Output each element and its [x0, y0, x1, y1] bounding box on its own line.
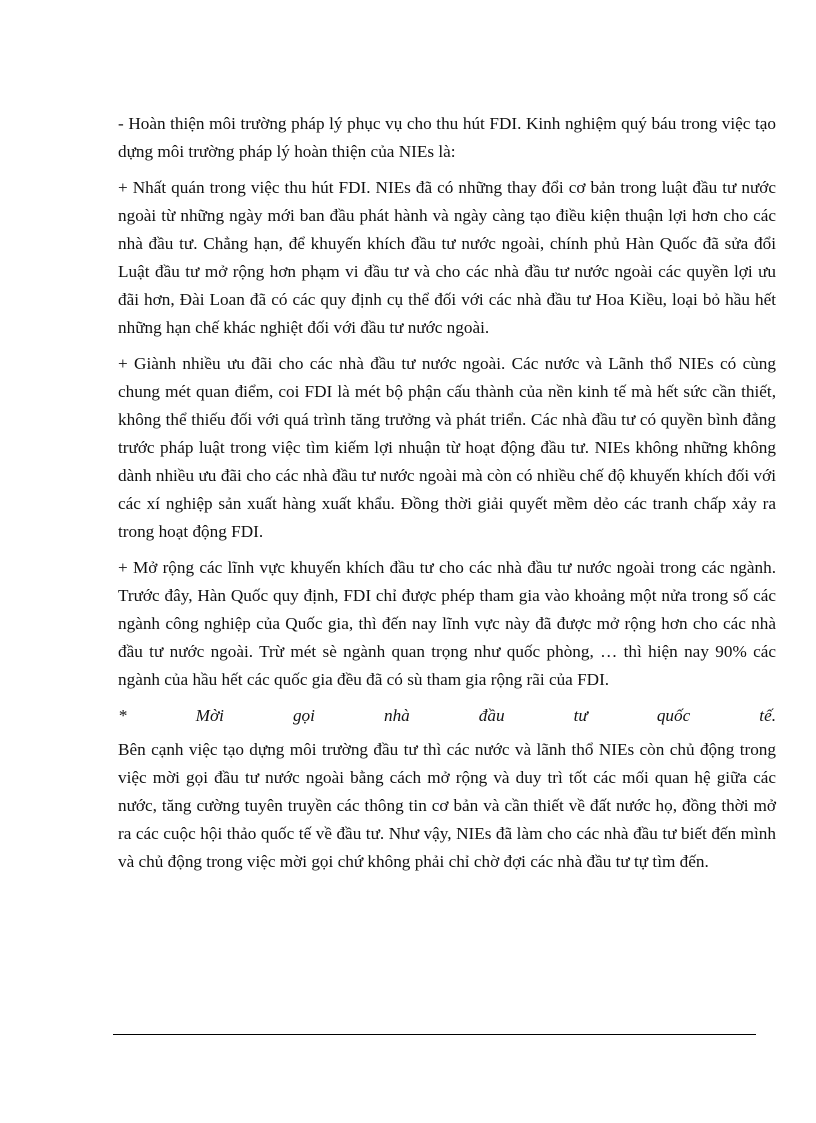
paragraph-legal-environment: - Hoàn thiện môi trường pháp lý phục vụ cho thu hút FDI. Kinh nghiệm quý báu trong việc tạo dựng môi trường pháp lý hoàn thiện của NIEs là: [118, 114, 776, 161]
footer-divider [113, 1034, 756, 1035]
paragraph-expansion: + Mở rộng các lĩnh vực khuyến khích đầu tư cho các nhà đầu tư nước ngoài trong các ngành. Trước đây, Hàn Quốc quy định, FDI chỉ được phép tham gia vào khoảng một nửa trong số các ngành công nghiệp của Quốc gia, thì đến nay lĩnh vực này đã được mở rộng hơn cho các nhà đầu tư nước ngoài. Trừ mét sè ngành quan trọng như quốc phòng, … thì hiện nay 90% các ngành của hầu hết các quốc gia đều đã có sù tham gia rộng rãi của FDI. [118, 558, 776, 689]
paragraph-incentives: + Giành nhiều ưu đãi cho các nhà đầu tư nước ngoài. Các nước và Lãnh thổ NIEs có cùng chung mét quan điểm, coi FDI là mét bộ phận cấu thành của nền kinh tế mà hết sức cần thiết, không thể thiếu đối với quá trình tăng trưởng và phát triển. Các nhà đầu tư có quyền bình đẳng trước pháp luật trong việc tìm kiếm lợi nhuận từ hoạt động đầu tư. NIEs không những không dành nhiều ưu đãi cho các nhà đầu tư nước ngoài mà còn có nhiều chế độ khuyến khích đối với các xí nghiệp sản xuất hàng xuất khẩu. Đồng thời giải quyết mềm dẻo các tranh chấp xảy ra trong hoạt động FDI. [118, 354, 776, 541]
section-heading: * Mời gọi nhà đầu tư quốc tế. [118, 706, 776, 725]
paragraph-consistency: + Nhất quán trong việc thu hút FDI. NIEs đã có những thay đổi cơ bản trong luật đầu tư nước ngoài từ những ngày mới ban đầu phát hành và ngày càng tạo điều kiện thuận lợi hơn cho các nhà đầu tư. Chẳng hạn, để khuyến khích đầu tư nước ngoài, chính phủ Hàn Quốc đã sửa đổi Luật đầu tư mở rộng hơn phạm vi đầu tư và cho các nhà đầu tư nước ngoài các quyền lợi ưu đãi hơn, Đài Loan đã có các quy định cụ thể đối với các nhà đầu tư Hoa Kiều, loại bỏ hầu hết những hạn chế khác nghiệt đối với đầu tư nước ngoài. [118, 178, 776, 337]
document-body [118, 110, 776, 884]
paragraph-invitation: Bên cạnh việc tạo dựng môi trường đầu tư thì các nước và lãnh thổ NIEs còn chủ động trong việc mời gọi đầu tư nước ngoài bằng cách mở rộng và duy trì tốt các mối quan hệ giữa các nước, tăng cường tuyên truyền các thông tin cơ bản và cần thiết về đất nước họ, đồng thời mở ra các cuộc hội thảo quốc tế về đầu tư. Như vậy, NIEs đã làm cho các nhà đầu tư biết đến mình và chủ động trong việc mời gọi chứ không phải chỉ chờ đợi các nhà đầu tư tự tìm đến. [118, 740, 776, 871]
